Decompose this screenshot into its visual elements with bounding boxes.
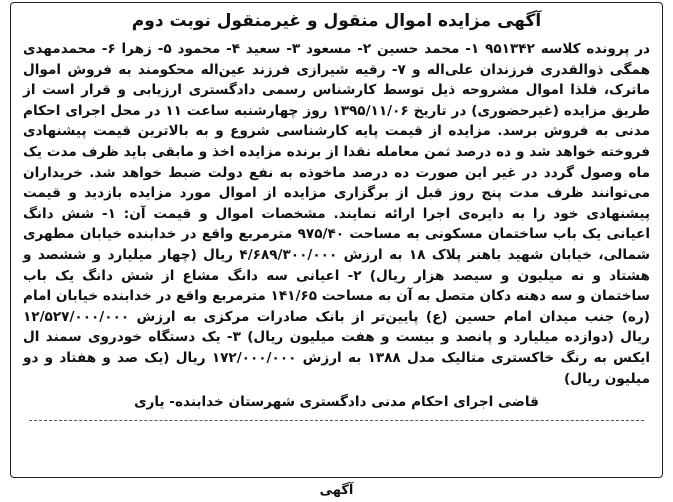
auction-notice	[10, 2, 663, 478]
notice-signature: قاضی اجرای احکام مدنی دادگستری شهرستان خدابنده- یاری	[134, 394, 539, 411]
notice-title: آگهی مزایده اموال منقول و غیرمنقول نوبت دوم	[131, 11, 542, 31]
next-notice-cutoff: آگهی	[319, 483, 354, 498]
notice-body: در پرونده کلاسه ۹۵۱۳۴۲ ۱- محمد حسین ۲- مسعود ۳- سعید ۴- محمود ۵- زهرا ۶- محمدمهدی همگی ذوالقدری فرزندان علی‌اله و ۷- رقیه شیرازی فرزند عین‌اله محکومند به فروش اموال ماترک، فلذا اموال مشروحه ذیل توسط کارشناس رسمی دادگستری ارزیابی و قرار است از طریق مزایده (غیرحضوری) در تاریخ ۱۳۹۵/۱۱/۰۶ روز چهارشنبه ساعت ۱۱ در محل اجرای احکام مدنی به فروش برسد. مزایده از قیمت پایه کارشناسی شروع و به بالاترین قیمت پیشنهادی فروخته خواهد شد و ده درصد ثمن معامله نقدا از برنده مزایده اخذ و مابقی باید ظرف مدت یک ماه وصول گردد در غیر این صورت ده درصد ماخوذه به نفع دولت ضبط خواهد شد. خریداران می‌توانند ظرف مدت پنج روز قبل از برگزاری مزایده از اموال مورد مزایده بازدید و قیمت پیشنهادی خود را به دایره‌ی اجرا ارائه نمایند. مشخصات اموال و قیمت آن: ۱- شش دانگ اعیانی یک باب ساختمان مسکونی به مساحت ۹۷۵/۴۰ مترمربع واقع در خدابنده خیابان مطهری شمالی، خیابان شهید باهنر پلاک ۱۸ به ارزش ۴/۶۸۹/۳۰۰/۰۰۰ ریال (چهار میلیارد و ششصد و هشتاد و نه میلیون و سیصد هزار ریال) ۲- اعیانی سه دانگ مشاع از شش دانگ یک باب ساختمان و سه دهنه دکان متصل به آن به مساحت ۱۴۱/۶۵ مترمربع واقع در خدابنده خیابان امام (ره) جنب میدان امام حسین (ع) پایین‌تر از بانک صادرات مرکزی به ارزش ۱۲/۵۲۷/۰۰۰/۰۰۰ ریال (دوازده میلیارد و پانصد و بیست و هفت میلیون ریال) ۳- یک دستگاه خودروی سمند ال ایکس به رنگ خاکستری متالیک مدل ۱۳۸۸ به ارزش ۱۷۲/۰۰۰/۰۰۰ ریال (یک صد و هفتاد و دو میلیون ریال)	[23, 41, 651, 387]
divider	[29, 420, 644, 421]
